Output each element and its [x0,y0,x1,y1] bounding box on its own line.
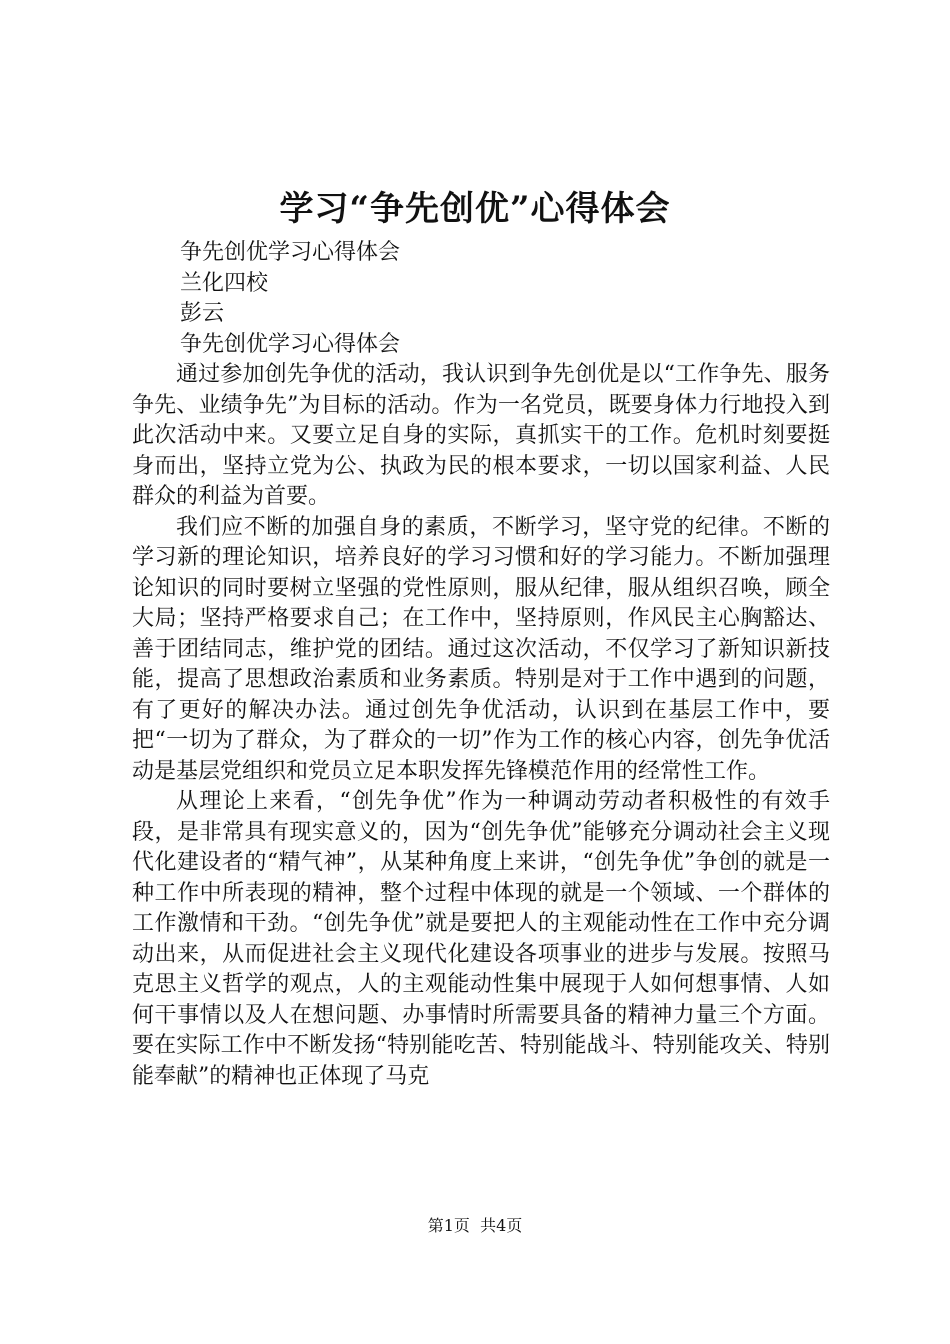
page-footer [0,1214,950,1238]
header-line: 兰化四校 [180,270,269,296]
header-line: 争先创优学习心得体会 [180,331,401,357]
body-paragraph: 从理论上来看，“创先争优”作为一种调动劳动者积极性的有效手段，是非常具有现实意义的，因为“创先争优”能够充分调动社会主义现代化建设者的“精气神”，从某种角度上来讲，“创先争优”争创的就是一种工作中所表现的精神，整个过程中体现的就是一个领域、一个群体的工作激情和干劲。“创先争优”就是要把人的主观能动性在工作中充分调动出来，从而促进社会主义现代化建设各项事业的进步与发展。按照马克思主义哲学的观点，人的主观能动性集中展现于人如何想事情、人如何干事情以及人在想问题、办事情时所需要具备的精神力量三个方面。要在实际工作中不断发扬“特别能吃苦、特别能战斗、特别能攻关、特别能奉献”的精神也正体现了马克 [132,789,830,1089]
body-paragraph: 我们应不断的加强自身的素质，不断学习，坚守党的纪律。不断的学习新的理论知识，培养良好的学习习惯和好的学习能力。不断加强理论知识的同时要树立坚强的党性原则，服从纪律，服从组织召唤，顾全大局；坚持严格要求自己；在工作中，坚持原则，作风民主心胸豁达、善于团结同志，维护党的团结。通过这次活动，不仅学习了新知识新技能，提高了思想政治素质和业务素质。特别是对于工作中遇到的问题，有了更好的解决办法。通过创先争优活动，认识到在基层工作中，要把“一切为了群众，为了群众的一切”作为工作的核心内容，创先争优活动是基层党组织和党员立足本职发挥先锋模范作用的经常性工作。 [132,514,830,784]
body-paragraph: 通过参加创先争优的活动，我认识到争先创优是以“工作争先、服务争先、业绩争先”为目标的活动。作为一名党员，既要身体力行地投入到此次活动中来。又要立足自身的实际，真抓实干的工作。危机时刻要挺身而出，坚持立党为公、执政为民的根本要求，一切以国家利益、人民群众的利益为首要。 [132,362,830,509]
header-line: 彭云 [180,301,225,326]
document-title: 学习“争先创优”心得体会 [279,189,671,229]
page-number: 第1页 [427,1216,470,1235]
page-total: 共4页 [480,1216,523,1235]
document-body [132,238,830,1092]
header-line: 争先创优学习心得体会 [180,240,401,265]
